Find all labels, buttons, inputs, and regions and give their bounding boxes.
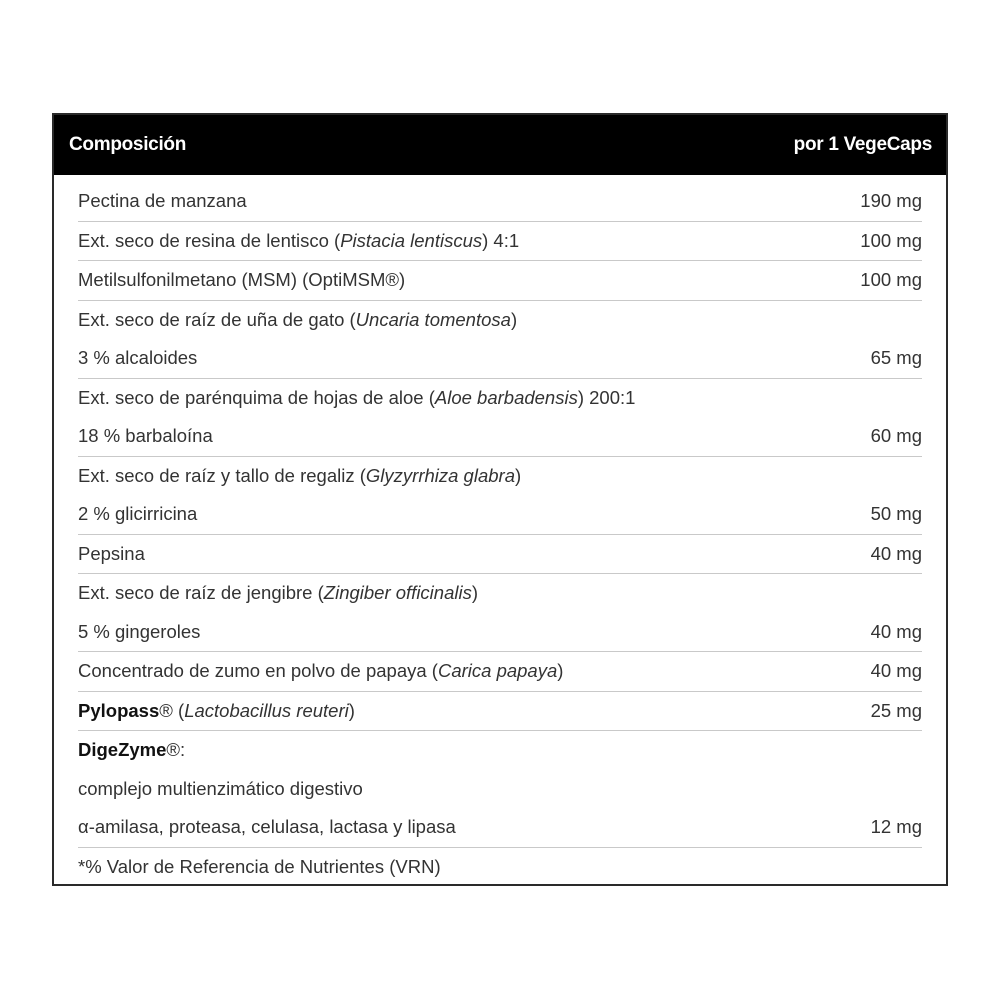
ingredient-name: Ext. seco de raíz de uña de gato (Uncaria tomentosa) (78, 308, 518, 330)
table-row (78, 379, 922, 457)
scientific-name: Pistacia lentiscus (340, 229, 483, 251)
table-header (54, 115, 946, 175)
ingredient-name: Ext. seco de raíz de jengibre (Zingiber officinalis) (78, 582, 479, 604)
scientific-name: Lactobacillus reuteri (184, 699, 349, 721)
footnote-text: *% Valor de Referencia de Nutrientes (VRN) (78, 855, 441, 877)
header-composition-label: Composición (69, 134, 187, 155)
table-row (78, 457, 922, 535)
brand-name: Pylopass (78, 699, 160, 721)
ingredient-line (78, 301, 922, 340)
ingredient-standardization: 18 % barbaloína (78, 425, 213, 447)
ingredient-line (78, 457, 922, 496)
scientific-name: Uncaria tomentosa (355, 308, 511, 330)
ingredient-standardization: 2 % glicirricina (78, 503, 198, 525)
table-row (78, 731, 922, 848)
ingredient-standardization: 5 % gingeroles (78, 620, 201, 642)
table-row (78, 535, 922, 575)
ingredient-rows (78, 175, 922, 886)
ingredient-amount: 65 mg (870, 347, 922, 369)
ingredient-amount: 100 mg (860, 229, 922, 251)
ingredient-name: Pylopass® (Lactobacillus reuteri) (78, 699, 355, 721)
ingredient-amount: 60 mg (870, 425, 922, 447)
ingredient-name: Concentrado de zumo en polvo de papaya (Carica papaya) (78, 660, 564, 682)
ingredient-standardization-line (78, 613, 922, 652)
ingredient-name: Ext. seco de raíz y tallo de regaliz (Glyzyrrhiza glabra) (78, 464, 522, 486)
ingredient-line (78, 535, 922, 574)
ingredient-amount: 25 mg (870, 699, 922, 721)
ingredient-line (78, 261, 922, 300)
table-row (78, 574, 922, 652)
ingredient-standardization: α-amilasa, proteasa, celulasa, lactasa y lipasa (78, 816, 456, 838)
ingredient-line (78, 652, 922, 691)
scientific-name: Zingiber officinalis (323, 582, 472, 604)
scientific-name: Glyzyrrhiza glabra (365, 464, 515, 486)
ingredient-description: complejo multienzimático digestivo (78, 777, 363, 799)
ingredient-amount: 40 mg (870, 542, 922, 564)
scientific-name: Aloe barbadensis (434, 386, 578, 408)
table-row (78, 652, 922, 692)
table-row (78, 692, 922, 732)
ingredient-amount: 40 mg (870, 620, 922, 642)
table-row (78, 222, 922, 262)
ingredient-amount: 100 mg (860, 269, 922, 291)
table-footnote-row (78, 848, 922, 887)
ingredient-name: Ext. seco de resina de lentisco (Pistacia lentiscus) 4:1 (78, 229, 520, 251)
scientific-name: Carica papaya (437, 660, 558, 682)
ingredient-amount: 12 mg (870, 816, 922, 838)
ingredient-name: Ext. seco de parénquima de hojas de aloe (Aloe barbadensis) 200:1 (78, 386, 636, 408)
ingredient-name: Pepsina (78, 542, 145, 564)
table-row (78, 182, 922, 222)
ingredient-name: Pectina de manzana (78, 190, 247, 212)
brand-name: DigeZyme (78, 739, 167, 761)
ingredient-standardization: 3 % alcaloides (78, 347, 198, 369)
ingredient-description-line (78, 770, 922, 809)
ingredient-standardization-line (78, 339, 922, 378)
ingredient-standardization-line (78, 495, 922, 534)
ingredient-line (78, 574, 922, 613)
table-row (78, 301, 922, 379)
ingredient-line (78, 692, 922, 731)
ingredient-name: DigeZyme®: (78, 739, 186, 761)
ingredient-name: Metilsulfonilmetano (MSM) (OptiMSM®) (78, 269, 406, 291)
ingredient-line (78, 731, 922, 770)
table-row (78, 261, 922, 301)
ingredient-line (78, 182, 922, 221)
header-per-serving-label: por 1 VegeCaps (793, 134, 932, 155)
ingredient-amount: 50 mg (870, 503, 922, 525)
ingredient-standardization-line (78, 417, 922, 456)
ingredient-line (78, 379, 922, 418)
ingredient-amount: 40 mg (870, 660, 922, 682)
ingredient-line (78, 222, 922, 261)
ingredient-standardization-line (78, 808, 922, 847)
ingredient-amount: 190 mg (860, 190, 922, 212)
footnote-line (78, 848, 922, 887)
composition-table (52, 113, 948, 886)
